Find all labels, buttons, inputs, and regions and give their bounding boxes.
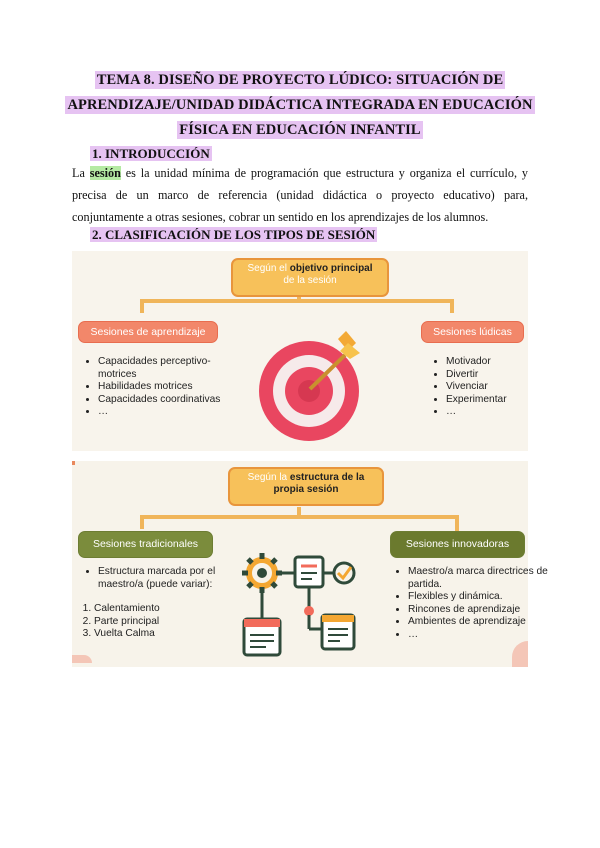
title-line-3: FÍSICA EN EDUCACIÓN INFANTIL — [179, 122, 421, 138]
category-sesiones-ludicas: Sesiones lúdicas — [421, 321, 524, 343]
list-item: • Estructura marcada por el maestro/a (puede variar): — [98, 566, 228, 591]
section-heading-clasificacion: 2. CLASIFICACIÓN DE LOS TIPOS DE SESIÓN — [92, 227, 376, 242]
list-item: • Capacidades coordinativas — [98, 394, 228, 407]
workflow-gear-icon — [240, 549, 360, 665]
list-innovadoras — [380, 566, 558, 641]
title-line-2: APRENDIZAJE/UNIDAD DIDÁCTICA INTEGRADA EN EDUCACIÓN — [67, 97, 533, 113]
category-sesiones-innovadoras: Sesiones innovadoras — [390, 531, 525, 558]
category-sesiones-tradicionales: Sesiones tradicionales — [78, 531, 213, 558]
list-item: • … — [446, 406, 556, 419]
corner-decoration — [72, 655, 92, 663]
section-heading-introduccion: 1. INTRODUCCIÓN — [92, 146, 210, 161]
list-ludicas — [418, 356, 556, 419]
list-item: • Rincones de aprendizaje — [408, 604, 558, 617]
list-item: • Divertir — [446, 369, 556, 382]
intro-paragraph: La sesión es la unidad mínima de programación que estructura y organiza el currículo, y precisa de un marco de referencia (unidad didáctica o proyecto educativo) para, conjuntamente a otras sesiones, cobrar un sentido en los aprendizajes de los alumnos. — [72, 166, 528, 224]
criterion-box: Según la estructura de la propia sesión — [228, 467, 384, 506]
infographic-objetivo — [72, 251, 528, 451]
target-arrow-icon — [252, 331, 367, 446]
title-line-1: TEMA 8. DISEÑO DE PROYECTO LÚDICO: SITUACIÓN DE — [96, 72, 504, 88]
corner-decoration — [72, 461, 75, 465]
highlight-sesion: sesión — [89, 166, 121, 180]
list-item: • Motivador — [446, 356, 556, 369]
list-item: • Capacidades perceptivo-motrices — [98, 356, 228, 381]
list-item: • Maestro/a marca directrices de partida. — [408, 566, 558, 591]
list-tradicionales — [70, 566, 228, 591]
list-tradicionales-steps — [66, 603, 224, 641]
list-item: • Experimentar — [446, 394, 556, 407]
criterion-box: Según el objetivo principal de la sesión — [231, 258, 389, 297]
list-item: 2. Parte principal — [94, 616, 224, 629]
list-aprendizaje — [70, 356, 228, 419]
list-item: • Vivenciar — [446, 381, 556, 394]
list-item: • … — [408, 629, 558, 642]
list-item: 1. Calentamiento — [94, 603, 224, 616]
list-item: • Flexibles y dinámica. — [408, 591, 558, 604]
list-item: • … — [98, 406, 228, 419]
list-item: • Habilidades motrices — [98, 381, 228, 394]
infographic-estructura — [72, 461, 548, 667]
list-item: 3. Vuelta Calma — [94, 628, 224, 641]
category-sesiones-aprendizaje: Sesiones de aprendizaje — [78, 321, 218, 343]
list-item: • Ambientes de aprendizaje — [408, 616, 558, 629]
